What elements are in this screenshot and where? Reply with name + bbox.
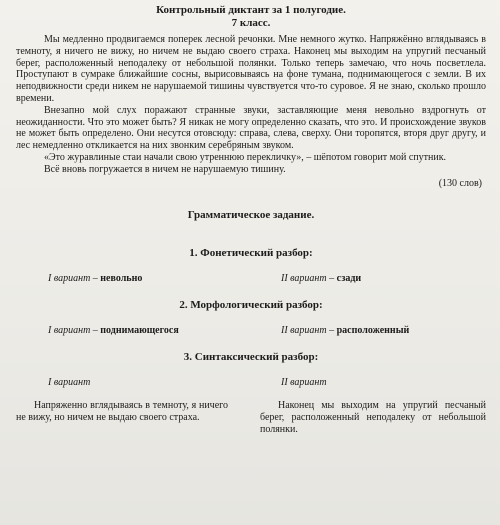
variant-label: II вариант: [281, 376, 327, 388]
dash: –: [90, 272, 101, 284]
variant-2: [251, 377, 486, 388]
task-word: расположенный: [336, 324, 410, 336]
grammar-heading: Грамматическое задание.: [187, 208, 315, 221]
variant-label: II вариант: [281, 272, 327, 284]
variant-label: I вариант: [48, 376, 91, 388]
task-word: невольно: [100, 272, 143, 284]
dictation-paragraph: «Это журавлиные стаи начали свою утреннюю перекличку», – шёпотом говорит мой спутник.: [44, 151, 447, 163]
syntactic-sentences: [16, 400, 486, 436]
dictation-paragraph: Внезапно мой слух поражают странные звуки, заставляющие меня невольно вздрогнуть от неожиданности. Что это может быть? Я никак не могу определенно сказать, что это. И происхождение звуков не может быть определено. Они несутся отовсюду: справа, слева, сверху. Они торопятся, вторя друг другу, и лес немедленно откликается на них звонким серебряным звуком.: [16, 104, 486, 152]
dash: –: [326, 324, 337, 336]
variant-1: [16, 377, 251, 388]
variant-2: [251, 273, 486, 284]
task-word: поднимающегося: [100, 324, 179, 336]
variant-label: II вариант: [281, 324, 327, 336]
task-phonetic-title: 1. Фонетический разбор:: [189, 246, 313, 259]
task-morphological-variants: [16, 325, 486, 336]
dash: –: [90, 324, 101, 336]
task-morphological-title: 2. Морфологический разбор:: [179, 298, 323, 311]
variant-2-sentence: Наконец мы выходим на упругий песчаный берег, расположенный неподалеку от небольшой полянки.: [260, 399, 486, 435]
dictation-paragraph: Мы медленно продвигаемся поперек лесной речонки. Мне немного жутко. Напряжённо вглядываясь в темноту, я ничего не вижу, но ничем не выдаю своего страха. Наконец мы выходим на упругий песчаный берег, расположенный неподалеку от небольшой полянки. Только теперь замечаю, что ночь посветлела. Проступают в сумраке ближайшие сосны, вырисовываясь на фоне тумана, поднимающегося с земли. В их неподвижности среди никем не нарушаемой тишины чувствуется что-то суровое. Я не знаю, сколько прошло времени.: [16, 34, 486, 104]
document-title: Контрольный диктант за 1 полугодие.: [156, 4, 346, 16]
task-word: сзади: [336, 272, 362, 284]
variant-label: I вариант: [48, 324, 91, 336]
dash: –: [326, 272, 337, 284]
task-syntactic-variants: [16, 377, 486, 388]
variant-1: [16, 325, 251, 336]
variant-2: [251, 325, 486, 336]
dictation-text: [16, 34, 486, 176]
task-phonetic-variants: [16, 273, 486, 284]
grade-label: 7 класс.: [231, 17, 271, 29]
variant-1-sentence: Напряженно вглядываясь в темноту, я ничего не вижу, но ничем не выдаю своего страха.: [16, 399, 228, 423]
variant-label: I вариант: [48, 272, 91, 284]
word-count: (130 слов): [438, 177, 482, 189]
task-syntactic-title: 3. Синтаксический разбор:: [183, 350, 319, 363]
dictation-paragraph: Всё вновь погружается в ничем не нарушаемую тишину.: [44, 163, 286, 175]
variant-1: [16, 273, 251, 284]
